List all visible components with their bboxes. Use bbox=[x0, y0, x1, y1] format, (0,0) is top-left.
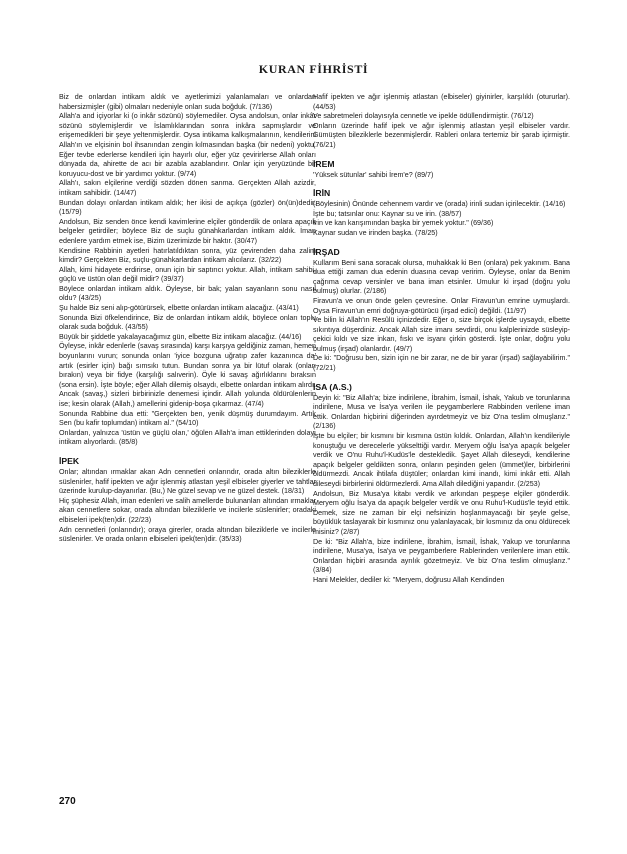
paragraph: Hafif ipekten ve ağır işlenmiş atlastan (elbiseler) giyinirler, karşılıklı (otururlar). (44/53) bbox=[313, 93, 570, 111]
paragraph: Hiç şüphesiz Allah, iman edenleri ve salih amellerde bulunanları altından ırmaklar akan cennetlere sokar, orada altından bileziklerle ve incilerle süslenirler; oradaki elbiseleri ipek(ten)dir. (22/23) bbox=[59, 496, 316, 524]
paragraph: Kullarım Beni sana soracak olursa, muhakkak ki Ben (onlara) pek yakınım. Bana dua ettiği zaman dua edenin duasına cevap veririm. Öyleyse, onlar da Benim çağrıma cevap versinler ve bana iman etsinler. Umulur ki irşad (doğru yolu bulmuş) olurlar. (2/186) bbox=[313, 258, 570, 296]
paragraph: Öyleyse, inkâr edenlerle (savaş sırasında) karşı karşıya geldiğiniz zaman, hemen boyunlarını vurun; sonunda onları 'iyice bozguna uğratıp zafer kazanınca da' artık (esirler için) bağı sımsıkı tutun. Bundan sonra ya bir lütuf olarak (onları bırakın) veya bir fidye (karşılığı salıverin). Öyle ki savaş ağırlıklarını bıraksın (sona ersin). İşte böyle; eğer Allah dilemiş olsaydı, elbette onlardan intikam alırdı. Ancak (savaş,) sizleri birbirinizle denemesi içindir. Allah yolunda öldürülenlerin ise; kesin olarak (Allah,) amellerini gidenip-boşa çıkarmaz. (47/4) bbox=[59, 342, 316, 408]
paragraph: Bundan dolayı onlardan intikam aldık; her ikisi de açıkça (gözler) ön(ün)dedir. (15/79) bbox=[59, 198, 316, 217]
paragraph: Onlar; altından ırmaklar akan Adn cennetleri onlarındır, orada altın bileziklerle süslenirler, hafif ipekten ve ağır işlenmiş atlastan yeşil elbiseler giyerler ve tahtlar üzerinde kurulup-dayanırlar. (Bu,) Ne güzel sevap ve ne güzel destek. (18/31) bbox=[59, 467, 316, 496]
paragraph: Allah'ı, sakın elçilerine verdiği sözden dönen sanma. Gerçekten Allah azizdir, intikam sahibidir. (14/47) bbox=[59, 179, 316, 197]
section-heading: İRŞAD bbox=[313, 246, 340, 257]
section-heading: İSA (A.S.) bbox=[313, 381, 352, 392]
paragraph: Adn cennetleri (onlarındır); oraya girerler, orada altından bileziklerle ve incilerle süslenirler. Ve orada onların elbiseleri ipek(ten)dir. (35/33) bbox=[59, 525, 316, 544]
paragraph: 'Yüksek sütunlar' sahibi İrem'e? (89/7) bbox=[313, 170, 434, 179]
paragraph: Firavun'a ve onun önde gelen çevresine. Onlar Firavun'un emrine uymuşlardı. Oysa Firavun'un emri doğruya-götürücü (irşad edici) değildi. (11/97) bbox=[313, 296, 570, 315]
paragraph: Allah, kimi hidayete erdirirse, onun için bir saptırıcı yoktur. Allah, intikam sahibi, güçlü ve üstün olan değil midir? (39/37) bbox=[59, 265, 316, 284]
section-heading: İRİN bbox=[313, 188, 331, 199]
paragraph: Onlardan, yalnızca 'üstün ve güçlü olan,' öğülen Allah'a iman ettiklerinden dolayı intikam alıyorlardı. (85/8) bbox=[59, 428, 316, 447]
right-column bbox=[313, 93, 570, 586]
paragraph: Büyük bir şiddetle yakalayacağımız gün, elbette Biz intikam alacağız. (44/16) bbox=[59, 332, 302, 341]
paragraph: Kaynar sudan ve irinden başka. (78/25) bbox=[313, 228, 438, 237]
paragraph: Andolsun, Biz Musa'ya kitabı verdik ve arkından peşpeşe elçiler gönderdik. Meryem oğlu İsa'ya da apaçık belgeler verdik ve onu Ruhu'l-Kudüs'le teyid ettik. Demek, size ne zaman bir elçi nefsinizin hoşlanmayacağı bir şeyle gelse, büyüklük taslayarak bir kısmınız onu yalanlayacak, bir kısmınız da onu öldürecek misiniz? (2/87) bbox=[313, 489, 570, 536]
paragraph: Kendisine Rabbinin ayetleri hatırlatıldıktan sonra, yüz çevirenden daha zalim kimdir? Gerçekten Biz, suçlu-günahkarlardan intikam alıcılarız. (32/22) bbox=[59, 246, 316, 265]
left-column bbox=[59, 93, 316, 545]
paragraph: Sonunda Rabbine dua etti: "Gerçekten ben, yenik düşmüş durumdayım. Artık Sen (bu kafir toplumdan) intikam al." (54/10) bbox=[59, 409, 316, 428]
paragraph: Sonunda Bizi öfkelendirince, Biz de onlardan intikam aldık, böylece onları toplu olarak suda boğduk. (43/55) bbox=[59, 313, 316, 332]
page-title: KURAN FİHRİSTİ bbox=[258, 62, 369, 76]
page-number: 270 bbox=[59, 796, 76, 807]
paragraph: Şu halde Biz seni alıp-götürürsek, elbette onlardan intikam alacağız. (43/41) bbox=[59, 304, 299, 313]
section-heading: İREM bbox=[313, 158, 335, 169]
paragraph: De ki: "Biz Allah'a, bize indirilene, İbrahim, İsmail, İshak, Yakup ve torunlarına indirilene, Musa'ya, İsa'ya ve peygamberlere Rablerinden verilenlere iman ettik. Onlardan hiçbiri arasında ayrılık gözetmeyiz. Ve biz O'na teslim olmuşlarız." (3/84) bbox=[313, 537, 570, 575]
paragraph: İrin ve kan karışımından başka bir yemek yoktur." (69/36) bbox=[313, 219, 494, 228]
paragraph: Ve sabretmeleri dolayısıyla cennetle ve ipekle ödüllendirmiştir. (76/12) bbox=[313, 112, 534, 121]
paragraph: Andolsun, Biz senden önce kendi kavimlerine elçiler gönderdik de onlara apaçık belgeler getirdiler; böylece Biz de suçlu günahkarlardan intikam aldık. İman edenlere yardım etmek ise, Bizim üzerimizde bir haktır. (30/47) bbox=[59, 217, 316, 245]
paragraph: Böylece onlardan intikam aldık. Öyleyse, bir bak; yalan sayanların sonu nasıl oldu? (43/25) bbox=[59, 284, 316, 303]
paragraph: Onların üzerinde hafif ipek ve ağır işlenmiş atlastan yeşil elbiseler vardır. Gümüşten bileziklerle bezenmişlerdir. Rableri onlara tertemiz bir şarab içirmiştir. (76/21) bbox=[313, 121, 570, 149]
paragraph: İşte bu; tatsınlar onu: Kaynar su ve irin. (38/57) bbox=[313, 209, 462, 218]
section-heading: İPEK bbox=[59, 455, 80, 466]
paragraph: Hani Melekler, dediler ki: "Meryem, doğrusu Allah Kendinden bbox=[313, 575, 505, 584]
paragraph: De ki: "Doğrusu ben, sizin için ne bir zarar, ne de bir yarar (irşad) sağlayabilirim." (72/21) bbox=[313, 354, 570, 373]
paragraph: Ve bilin ki Allah'ın Resûlü içinizdedir. Eğer o, size birçok işlerde uysaydı, elbette sıkıntıya düşerdiniz. Ancak Allah size imanı sevdirdi, onu kalplerinizde süsleyip-çekici kıldı ve size inkarı, fıskı ve isyanı çirkin gösterdi. İşte onlar, doğru yolu bulmuş (irşad) olanlardır. (49/7) bbox=[313, 316, 570, 353]
paragraph: (Böylesinin) Önünde cehennem vardır ve (orada) irinli sudan içirilecektir. (14/16) bbox=[313, 200, 566, 209]
paragraph: Deyin ki: "Biz Allah'a; bize indirilene, İbrahim, İsmail, İshak, Yakub ve torunlarına indirilene, Musa ve İsa'ya verilen ile peygamberlere Rabbinden verilene iman ettik. Onlardan hiçbirini diğerinden ayırdetmeyiz ve biz O'na teslim olmuşlarız." (2/136) bbox=[313, 393, 570, 431]
paragraph: İşte bu elçiler; bir kısmını bir kısmına üstün kıldık. Onlardan, Allah'ın kendileriyle konuştuğu ve derecelerle yükselttiği vardır. Meryem oğlu İsa'ya apaçık belgeler verdik ve O'nu Ruhu'l-Kudüs'le destekledik. Şayet Allah dileseydi, kendilerine apaçık belgeler geldikten sonra, onların peşinden gelen (ümmet)ler, birbirlerini öldürmezdi. Ancak ihtilafa düştüler; onlardan kimi inandı, kimi inkâr etti. Allah dileseydi birbirlerini öldürmezlerdi. Ama Allah dilediğini yapandır. (2/253) bbox=[313, 432, 570, 488]
paragraph: Biz de onlardan intikam aldık ve ayetlerimizi yalanlamaları ve onlardan habersizmişler (gibi) olmaları nedeniyle onları suda boğduk. (7/136) bbox=[59, 93, 316, 111]
paragraph: Allah'a and içiyorlar ki (o inkâr sözünü) söylemediler. Oysa andolsun, onlar inkâr sözünü söylemişlerdir ve İslamlıklarından sonra inkâra sapmışlardır ve erişemedikleri bir şeye yeltenmişlerdir. Oysa intikama kalkışmalarının, kendilerini Allah'ın ve elçisinin bol ihsanından zengin kılmasından başka (bir nedeni) yoktu. Eğer tevbe ederlerse kendileri için hayırlı olur, eğer yüz çevirirlerse Allah onları dünyada da, ahirette de acı bir azabla azablandırır. Onlar için yeryüzünde bir koruyucu-dost ve bir yardımcı yoktur. (9/74) bbox=[59, 112, 316, 178]
